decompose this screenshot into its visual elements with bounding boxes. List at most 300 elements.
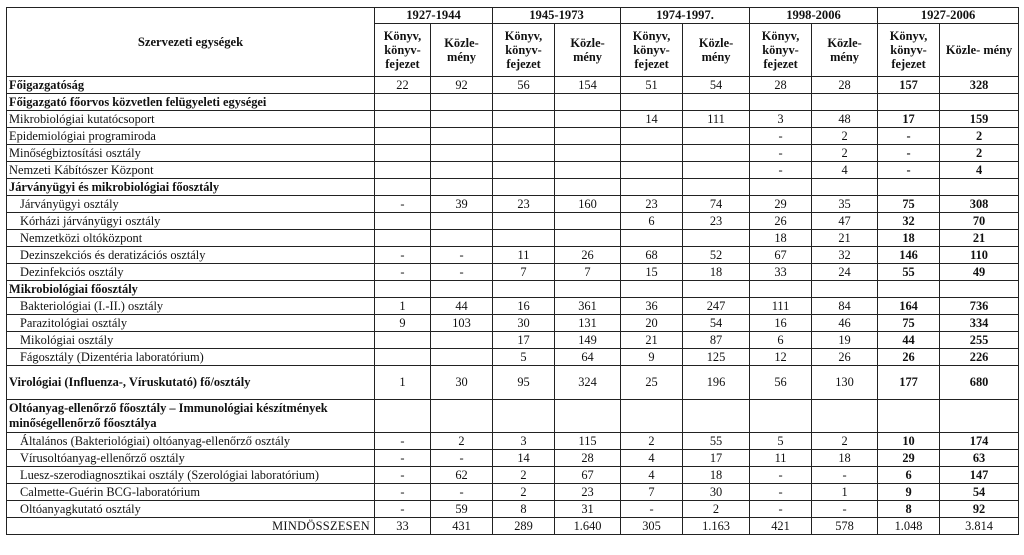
total-cell: 75 <box>878 315 940 332</box>
value-cell <box>493 179 555 196</box>
value-cell: 84 <box>812 298 878 315</box>
value-cell: - <box>812 501 878 518</box>
value-cell: - <box>750 484 812 501</box>
value-cell <box>493 400 555 433</box>
period-header: 1945-1973 <box>493 8 621 24</box>
table-row <box>7 94 1019 111</box>
total-cell: 174 <box>940 433 1019 450</box>
value-cell: 9 <box>621 349 683 366</box>
value-cell <box>555 111 621 128</box>
value-cell: 23 <box>555 484 621 501</box>
paper-header: Közle- mény <box>940 24 1019 77</box>
value-cell: 95 <box>493 366 555 400</box>
value-cell <box>431 111 493 128</box>
value-cell <box>683 179 750 196</box>
value-cell: 47 <box>812 213 878 230</box>
value-cell <box>493 230 555 247</box>
paper-header: Közle- mény <box>812 24 878 77</box>
value-cell: - <box>750 467 812 484</box>
total-cell: 6 <box>878 467 940 484</box>
value-cell: 68 <box>621 247 683 264</box>
total-cell: 255 <box>940 332 1019 349</box>
value-cell <box>431 349 493 366</box>
value-cell: - <box>431 247 493 264</box>
value-cell: 196 <box>683 366 750 400</box>
total-cell: 21 <box>940 230 1019 247</box>
paper-header: Közle- mény <box>683 24 750 77</box>
value-cell <box>375 179 431 196</box>
value-cell: 30 <box>683 484 750 501</box>
value-cell <box>555 162 621 179</box>
value-cell: 16 <box>493 298 555 315</box>
value-cell: - <box>375 467 431 484</box>
value-cell: - <box>431 450 493 467</box>
value-cell <box>621 94 683 111</box>
value-cell <box>493 162 555 179</box>
row-label: Bakteriológiai (I.-II.) osztály <box>7 298 375 315</box>
total-value-cell: 289 <box>493 518 555 535</box>
value-cell <box>375 145 431 162</box>
total-cell: 54 <box>940 484 1019 501</box>
grand-total-cell: 3.814 <box>940 518 1019 535</box>
value-cell: 7 <box>621 484 683 501</box>
table-row <box>7 501 1019 518</box>
value-cell: 11 <box>750 450 812 467</box>
value-cell: - <box>375 196 431 213</box>
value-cell <box>431 332 493 349</box>
value-cell: 64 <box>555 349 621 366</box>
value-cell <box>493 213 555 230</box>
row-label: Mikrobiológiai kutatócsoport <box>7 111 375 128</box>
value-cell: 21 <box>621 332 683 349</box>
value-cell <box>375 213 431 230</box>
table-row <box>7 298 1019 315</box>
total-cell: 63 <box>940 450 1019 467</box>
row-label: Virológiai (Influenza-, Víruskutató) fő/osztály <box>7 366 375 400</box>
total-cell: 44 <box>878 332 940 349</box>
total-cell: 17 <box>878 111 940 128</box>
table-row <box>7 196 1019 213</box>
value-cell: 51 <box>621 77 683 94</box>
publication-table <box>6 7 1019 535</box>
value-cell: - <box>750 501 812 518</box>
value-cell <box>431 281 493 298</box>
total-cell: 70 <box>940 213 1019 230</box>
value-cell: - <box>431 484 493 501</box>
value-cell: 6 <box>621 213 683 230</box>
value-cell: 24 <box>812 264 878 281</box>
value-cell: 28 <box>750 77 812 94</box>
table-row <box>7 400 1019 433</box>
value-cell <box>555 400 621 433</box>
paper-header: Közle- mény <box>555 24 621 77</box>
total-cell: 159 <box>940 111 1019 128</box>
value-cell: 44 <box>431 298 493 315</box>
table-row <box>7 179 1019 196</box>
value-cell <box>621 281 683 298</box>
value-cell <box>431 162 493 179</box>
total-cell <box>878 281 940 298</box>
value-cell <box>375 332 431 349</box>
total-cell: 334 <box>940 315 1019 332</box>
total-cell <box>878 94 940 111</box>
total-cell: 177 <box>878 366 940 400</box>
row-label: Járványügyi és mikrobiológiai főosztály <box>7 179 375 196</box>
total-cell: 164 <box>878 298 940 315</box>
book-chapter-header: Könyv, könyv- fejezet <box>750 24 812 77</box>
book-chapter-header: Könyv, könyv- fejezet <box>878 24 940 77</box>
value-cell: 2 <box>812 145 878 162</box>
value-cell: 39 <box>431 196 493 213</box>
row-label: Calmette-Guérin BCG-laboratórium <box>7 484 375 501</box>
value-cell <box>683 128 750 145</box>
value-cell: 54 <box>683 77 750 94</box>
value-cell: 130 <box>812 366 878 400</box>
value-cell <box>493 111 555 128</box>
table-title: Szervezeti egységek <box>7 8 375 77</box>
total-cell: 10 <box>878 433 940 450</box>
row-label: Nemzeti Kábítószer Központ <box>7 162 375 179</box>
total-cell: 26 <box>878 349 940 366</box>
row-label: Parazitológiai osztály <box>7 315 375 332</box>
total-cell: 157 <box>878 77 940 94</box>
value-cell <box>431 230 493 247</box>
value-cell: - <box>750 145 812 162</box>
value-cell: 154 <box>555 77 621 94</box>
value-cell <box>621 128 683 145</box>
value-cell: 23 <box>493 196 555 213</box>
value-cell: 30 <box>431 366 493 400</box>
total-value-cell: 1.163 <box>683 518 750 535</box>
value-cell <box>683 94 750 111</box>
value-cell <box>812 179 878 196</box>
total-cell: 75 <box>878 196 940 213</box>
value-cell: 18 <box>750 230 812 247</box>
value-cell <box>812 94 878 111</box>
value-cell: 87 <box>683 332 750 349</box>
value-cell: 32 <box>812 247 878 264</box>
value-cell: 4 <box>621 467 683 484</box>
value-cell: 1 <box>375 366 431 400</box>
row-label: Epidemiológiai programiroda <box>7 128 375 145</box>
table-row <box>7 315 1019 332</box>
value-cell: 1 <box>375 298 431 315</box>
total-value-cell: 421 <box>750 518 812 535</box>
row-label: Főigazgató főorvos közvetlen felügyeleti egységei <box>7 94 375 111</box>
total-value-cell: 33 <box>375 518 431 535</box>
row-label: Nemzetközi oltóközpont <box>7 230 375 247</box>
row-label: Vírusoltóanyag-ellenőrző osztály <box>7 450 375 467</box>
value-cell: 5 <box>493 349 555 366</box>
value-cell <box>683 230 750 247</box>
total-cell: 18 <box>878 230 940 247</box>
value-cell: 23 <box>683 213 750 230</box>
total-cell: 328 <box>940 77 1019 94</box>
total-cell <box>878 400 940 433</box>
value-cell <box>812 281 878 298</box>
value-cell: 17 <box>493 332 555 349</box>
value-cell <box>375 162 431 179</box>
total-cell: - <box>878 145 940 162</box>
value-cell: 7 <box>555 264 621 281</box>
value-cell: - <box>375 433 431 450</box>
total-cell: 308 <box>940 196 1019 213</box>
value-cell: 92 <box>431 77 493 94</box>
row-label: Általános (Bakteriológiai) oltóanyag-ellenőrző osztály <box>7 433 375 450</box>
value-cell <box>555 213 621 230</box>
period-header: 1998-2006 <box>750 8 878 24</box>
value-cell: 2 <box>431 433 493 450</box>
table-row <box>7 213 1019 230</box>
value-cell: 33 <box>750 264 812 281</box>
value-cell: 11 <box>493 247 555 264</box>
value-cell: 8 <box>493 501 555 518</box>
value-cell: 54 <box>683 315 750 332</box>
total-cell: 680 <box>940 366 1019 400</box>
value-cell: 18 <box>683 467 750 484</box>
value-cell: 59 <box>431 501 493 518</box>
table-row <box>7 366 1019 400</box>
table-row <box>7 145 1019 162</box>
value-cell: 125 <box>683 349 750 366</box>
value-cell: 62 <box>431 467 493 484</box>
total-cell: 32 <box>878 213 940 230</box>
total-cell: 9 <box>878 484 940 501</box>
row-label: Mikrobiológiai főosztály <box>7 281 375 298</box>
total-cell: 226 <box>940 349 1019 366</box>
value-cell: 56 <box>493 77 555 94</box>
period-header-row <box>7 8 1019 24</box>
book-chapter-header: Könyv, könyv- fejezet <box>621 24 683 77</box>
value-cell: 2 <box>683 501 750 518</box>
period-header: 1927-2006 <box>878 8 1019 24</box>
value-cell: 35 <box>812 196 878 213</box>
row-label: Főigazgatóság <box>7 77 375 94</box>
value-cell <box>683 162 750 179</box>
period-header: 1927-1944 <box>375 8 493 24</box>
value-cell: 149 <box>555 332 621 349</box>
value-cell: - <box>750 128 812 145</box>
value-cell: 19 <box>812 332 878 349</box>
total-cell: 736 <box>940 298 1019 315</box>
book-chapter-header: Könyv, könyv- fejezet <box>375 24 431 77</box>
value-cell <box>375 230 431 247</box>
value-cell <box>375 400 431 433</box>
value-cell: - <box>431 264 493 281</box>
value-cell <box>621 230 683 247</box>
total-cell: 2 <box>940 145 1019 162</box>
total-cell: 49 <box>940 264 1019 281</box>
total-value-cell: 1.640 <box>555 518 621 535</box>
value-cell: 56 <box>750 366 812 400</box>
publication-table-container <box>6 7 1018 535</box>
value-cell: 115 <box>555 433 621 450</box>
value-cell <box>683 145 750 162</box>
value-cell: 5 <box>750 433 812 450</box>
value-cell: 74 <box>683 196 750 213</box>
table-row <box>7 247 1019 264</box>
value-cell: - <box>375 450 431 467</box>
value-cell: 361 <box>555 298 621 315</box>
value-cell: 16 <box>750 315 812 332</box>
value-cell <box>493 281 555 298</box>
total-cell: 8 <box>878 501 940 518</box>
value-cell: 18 <box>812 450 878 467</box>
value-cell: 25 <box>621 366 683 400</box>
value-cell: 52 <box>683 247 750 264</box>
value-cell <box>431 213 493 230</box>
grand-total-row <box>7 518 1019 535</box>
total-cell <box>940 400 1019 433</box>
period-header: 1974-1997. <box>621 8 750 24</box>
grand-total-label: MINDÖSSZESEN <box>7 518 375 535</box>
value-cell: 21 <box>812 230 878 247</box>
value-cell: 46 <box>812 315 878 332</box>
row-label: Minőségbiztosítási osztály <box>7 145 375 162</box>
value-cell: 1 <box>812 484 878 501</box>
value-cell: 111 <box>683 111 750 128</box>
value-cell: 12 <box>750 349 812 366</box>
total-cell: 146 <box>878 247 940 264</box>
table-body <box>7 77 1019 535</box>
value-cell: 17 <box>683 450 750 467</box>
value-cell: 28 <box>555 450 621 467</box>
value-cell: 2 <box>621 433 683 450</box>
value-cell <box>621 400 683 433</box>
total-cell: 2 <box>940 128 1019 145</box>
total-cell: 55 <box>878 264 940 281</box>
value-cell: 4 <box>812 162 878 179</box>
total-cell: 92 <box>940 501 1019 518</box>
value-cell: 30 <box>493 315 555 332</box>
total-cell: 4 <box>940 162 1019 179</box>
total-cell <box>940 281 1019 298</box>
table-row <box>7 162 1019 179</box>
value-cell: 18 <box>683 264 750 281</box>
value-cell: 131 <box>555 315 621 332</box>
value-cell <box>750 179 812 196</box>
total-cell <box>878 179 940 196</box>
value-cell <box>683 400 750 433</box>
value-cell <box>555 179 621 196</box>
value-cell <box>812 400 878 433</box>
value-cell: 29 <box>750 196 812 213</box>
value-cell <box>375 94 431 111</box>
value-cell <box>555 94 621 111</box>
table-row <box>7 484 1019 501</box>
value-cell: 103 <box>431 315 493 332</box>
value-cell: 7 <box>493 264 555 281</box>
row-label: Kórházi járványügyi osztály <box>7 213 375 230</box>
value-cell: 26 <box>812 349 878 366</box>
row-label: Fágosztály (Dizentéria laboratórium) <box>7 349 375 366</box>
value-cell <box>555 230 621 247</box>
value-cell <box>431 128 493 145</box>
total-cell: 29 <box>878 450 940 467</box>
value-cell: 3 <box>493 433 555 450</box>
total-cell: 147 <box>940 467 1019 484</box>
value-cell: 28 <box>812 77 878 94</box>
value-cell <box>750 94 812 111</box>
value-cell: 55 <box>683 433 750 450</box>
table-row <box>7 77 1019 94</box>
value-cell: 160 <box>555 196 621 213</box>
table-row <box>7 332 1019 349</box>
value-cell <box>431 400 493 433</box>
value-cell: 14 <box>493 450 555 467</box>
value-cell: 2 <box>493 484 555 501</box>
value-cell <box>555 145 621 162</box>
value-cell: - <box>375 501 431 518</box>
value-cell: 31 <box>555 501 621 518</box>
total-cell: 110 <box>940 247 1019 264</box>
book-chapter-header: Könyv, könyv- fejezet <box>493 24 555 77</box>
paper-header: Közle- mény <box>431 24 493 77</box>
total-cell: - <box>878 128 940 145</box>
value-cell <box>555 128 621 145</box>
table-row <box>7 433 1019 450</box>
total-cell <box>940 179 1019 196</box>
value-cell <box>431 94 493 111</box>
table-row <box>7 111 1019 128</box>
table-row <box>7 467 1019 484</box>
row-label: Mikológiai osztály <box>7 332 375 349</box>
value-cell: 26 <box>555 247 621 264</box>
value-cell: 48 <box>812 111 878 128</box>
value-cell: 67 <box>750 247 812 264</box>
total-value-cell: 578 <box>812 518 878 535</box>
table-row <box>7 230 1019 247</box>
value-cell: 2 <box>493 467 555 484</box>
value-cell <box>750 281 812 298</box>
table-row <box>7 128 1019 145</box>
value-cell: 324 <box>555 366 621 400</box>
value-cell <box>431 179 493 196</box>
value-cell <box>621 162 683 179</box>
value-cell <box>621 145 683 162</box>
value-cell: 6 <box>750 332 812 349</box>
value-cell: 14 <box>621 111 683 128</box>
value-cell: 15 <box>621 264 683 281</box>
value-cell: 247 <box>683 298 750 315</box>
value-cell: - <box>375 247 431 264</box>
value-cell: 2 <box>812 433 878 450</box>
value-cell <box>493 145 555 162</box>
value-cell: 9 <box>375 315 431 332</box>
value-cell <box>493 94 555 111</box>
value-cell: 4 <box>621 450 683 467</box>
grand-total-cell: 1.048 <box>878 518 940 535</box>
value-cell <box>375 281 431 298</box>
value-cell: 26 <box>750 213 812 230</box>
value-cell <box>375 128 431 145</box>
value-cell: 67 <box>555 467 621 484</box>
value-cell: 23 <box>621 196 683 213</box>
total-cell: - <box>878 162 940 179</box>
table-row <box>7 264 1019 281</box>
value-cell <box>375 111 431 128</box>
total-cell <box>940 94 1019 111</box>
row-label: Oltóanyag-ellenőrző főosztály – Immunológiai készítmények minőségellenőrző főosztálya <box>7 400 375 433</box>
value-cell: - <box>375 264 431 281</box>
table-row <box>7 450 1019 467</box>
value-cell: 22 <box>375 77 431 94</box>
row-label: Járványügyi osztály <box>7 196 375 213</box>
value-cell <box>375 349 431 366</box>
value-cell <box>431 145 493 162</box>
row-label: Dezinszekciós és deratizációs osztály <box>7 247 375 264</box>
value-cell <box>750 400 812 433</box>
